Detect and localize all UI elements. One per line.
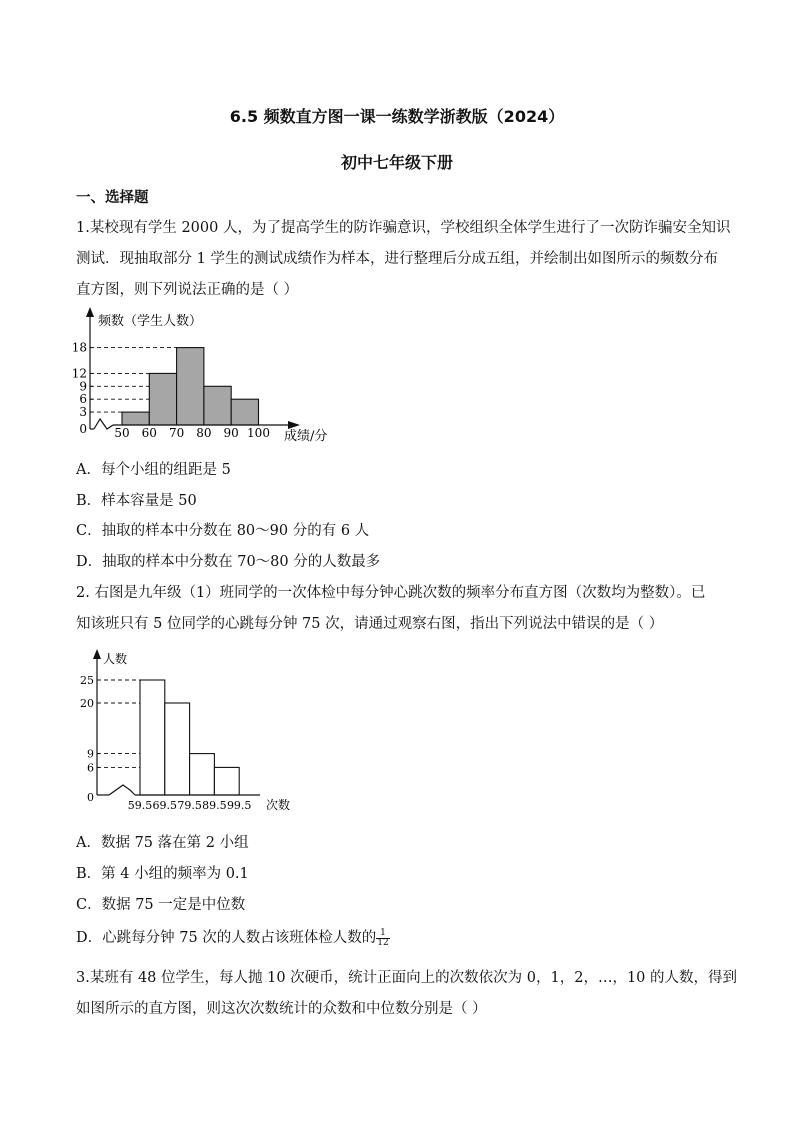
y-tick-label: 9 [87, 747, 94, 761]
histogram-bar [231, 399, 258, 425]
q2-option-a: A．数据 75 落在第 2 小组 [76, 835, 249, 851]
x-tick-label: 60 [141, 426, 157, 440]
q1-option-a: A．每个小组的组距是 5 [76, 462, 231, 478]
histogram-bar [149, 373, 176, 425]
y-tick-label: 20 [80, 697, 94, 710]
q1-option-b: B．样本容量是 50 [76, 493, 197, 509]
q2-text-line: 2. 右图是九年级（1）班同学的一次体检中每分钟心跳次数的频率分布直方图（次数均为整数）。已 [76, 585, 706, 601]
page-subtitle: 初中七年级下册 [340, 153, 453, 172]
y-tick-label: 18 [71, 340, 87, 355]
y-tick-label: 25 [80, 674, 94, 687]
q1-text-line: 测试．现抽取部分 1 学生的测试成绩作为样本，进行整理后分成五组，并绘制出如图所示的频数分布 [76, 251, 718, 267]
histogram-bar [165, 703, 190, 795]
x-axis-label: 成绩/分 [284, 429, 328, 444]
histogram-bar [177, 348, 204, 425]
q2-text-line: 知该班只有 5 位同学的心跳每分钟 75 次，请通过观察右图，指出下列说法中错误的是（ ） [76, 616, 664, 632]
y-tick-label: 0 [87, 791, 94, 804]
y-tick-label: 6 [79, 392, 87, 407]
y-tick-label: 12 [71, 366, 87, 381]
y-axis-label: 人数 [103, 652, 128, 666]
histogram-bar [214, 767, 239, 795]
x-tick-label: 89.5 [202, 799, 227, 812]
y-tick-label: 0 [79, 422, 87, 436]
q2-option-d-text: D．心跳每分钟 75 次的人数占该班体检人数的 [76, 930, 377, 946]
x-tick-label: 100 [247, 426, 270, 440]
x-tick-label: 90 [223, 426, 239, 440]
q1-option-d: D．抽取的样本中分数在 70～80 分的人数最多 [76, 554, 381, 570]
fraction [376, 929, 389, 948]
y-tick-label: 9 [79, 379, 87, 394]
y-tick-label: 3 [79, 405, 87, 420]
fraction-numerator: 1 [376, 929, 389, 939]
x-tick-label: 59.5 [127, 799, 153, 812]
q1-text-line: 直方图，则下列说法正确的是（ ） [76, 282, 299, 298]
q2-histogram [80, 645, 300, 817]
x-tick-label: 79.5 [177, 799, 202, 812]
histogram-bar [140, 680, 165, 795]
q2-option-d [76, 926, 390, 948]
x-tick-label: 99.5 [226, 799, 252, 812]
x-tick-label: 80 [196, 426, 212, 440]
x-axis-label: 次数 [266, 798, 291, 812]
histogram-bar [122, 412, 149, 425]
q2-option-c: C．数据 75 一定是中位数 [76, 897, 246, 913]
x-tick-label: 69.5 [152, 799, 178, 812]
y-tick-label: 6 [87, 761, 94, 775]
histogram-bar [190, 754, 215, 795]
q1-text-line: 1.某校现有学生 2000 人，为了提高学生的防诈骗意识，学校组织全体学生进行了一次防诈骗安全知识 [76, 220, 731, 236]
q3-text-line: 如图所示的直方图，则这次次数统计的众数和中位数分别是（ ） [76, 1001, 487, 1017]
y-axis-label: 频数（学生人数） [98, 314, 203, 329]
section-heading: 一、选择题 [76, 190, 149, 206]
q3-text-line: 3.某班有 48 位学生，每人抛 10 次硬币，统计正面向上的次数依次为 0，1，2，…，10 的人数，得到 [76, 970, 738, 986]
q1-option-c: C．抽取的样本中分数在 80～90 分的有 6 人 [76, 523, 370, 539]
fraction-denominator: 12 [377, 937, 389, 948]
x-tick-label: 50 [114, 426, 130, 440]
q2-option-b: B．第 4 小组的频率为 0.1 [76, 866, 249, 882]
page-title: 6.5 频数直方图一课一练数学浙教版（2024） [229, 107, 565, 126]
histogram-bar [204, 386, 231, 425]
x-tick-label: 70 [168, 426, 185, 440]
q1-histogram [70, 305, 360, 445]
